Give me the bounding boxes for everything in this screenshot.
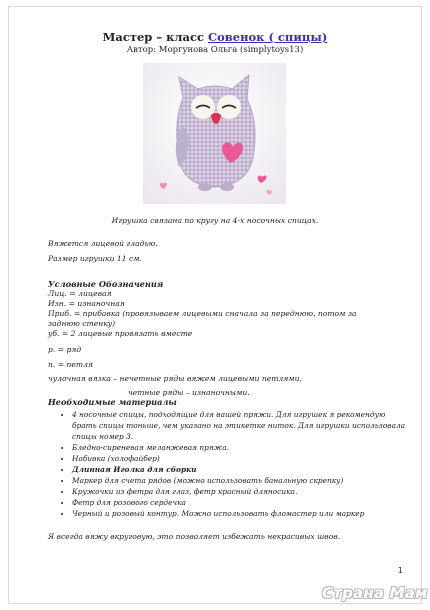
convention-item: уб. = 2 лицевые провязать вместе [48, 329, 193, 338]
stocking-line-1: чулочная вязка – нечетные ряды вяжем лицевыми петлями, [48, 374, 302, 383]
list-item: • Длинная Иголка для сборки [72, 464, 408, 475]
author-line: Автор: Моргунова Ольга (simplytoys13) [126, 45, 304, 55]
list-item: • Фетр для розового сердечка [72, 497, 408, 508]
materials-list [48, 409, 408, 519]
knit-style-line: Вяжется лицевой гладью. [48, 239, 158, 248]
list-item: • Черный и розовый контур. Можно использовать фломастер или маркер [72, 508, 408, 519]
closing-line: Я всегда вяжу вкруговую, это позволяет избежать некрасивых швов. [48, 532, 341, 541]
title-prefix: Мастер – класс [102, 30, 208, 44]
list-item: • Кружочки из фетра для глаз, фетр красный дляносика. [72, 486, 408, 497]
title-link[interactable]: Совенок ( спицы) [207, 30, 328, 44]
list-item: • Маркер для счета рядов (можно использовать банальную скрепку) [72, 475, 408, 486]
stocking-line-2: четные ряды – изнаночными. [128, 388, 250, 397]
list-item: • Набивка (холофайбер) [72, 453, 408, 464]
convention-item: Изн. = изнаночная [48, 299, 125, 308]
materials-heading: Необходимые материалы [48, 397, 177, 407]
row-line: р. = ряд [48, 345, 82, 354]
page-number: 1 [398, 566, 403, 575]
conventions-heading: Условные Обозначения [48, 279, 164, 289]
loop-line: п. = петля [48, 360, 93, 369]
list-item: • Бледно-сиреневая меланжевая пряжа. [72, 442, 408, 453]
owl-photo [143, 63, 286, 204]
list-item: • 4 носочные спицы, подходящие для вашей пряжи. Для игрушек я рекомендую брать спицы тоньше, чем указано на этикетке ниток. Для игрушки использовала спицы номер 3. [72, 409, 408, 442]
photo-caption: Игрушка связана по кругу на 4-х носочных спицах. [111, 216, 319, 225]
site-watermark: Страна Мам [322, 584, 428, 602]
toy-size-line: Размер игрушки 11 см. [48, 254, 142, 263]
convention-item: Лиц. = лицевая [48, 289, 112, 298]
convention-item: Приб. = прибавка (провязываем лицевыми сначала за переднюю, потом за заднюю стенку) [48, 309, 357, 328]
page-title [0, 30, 430, 44]
